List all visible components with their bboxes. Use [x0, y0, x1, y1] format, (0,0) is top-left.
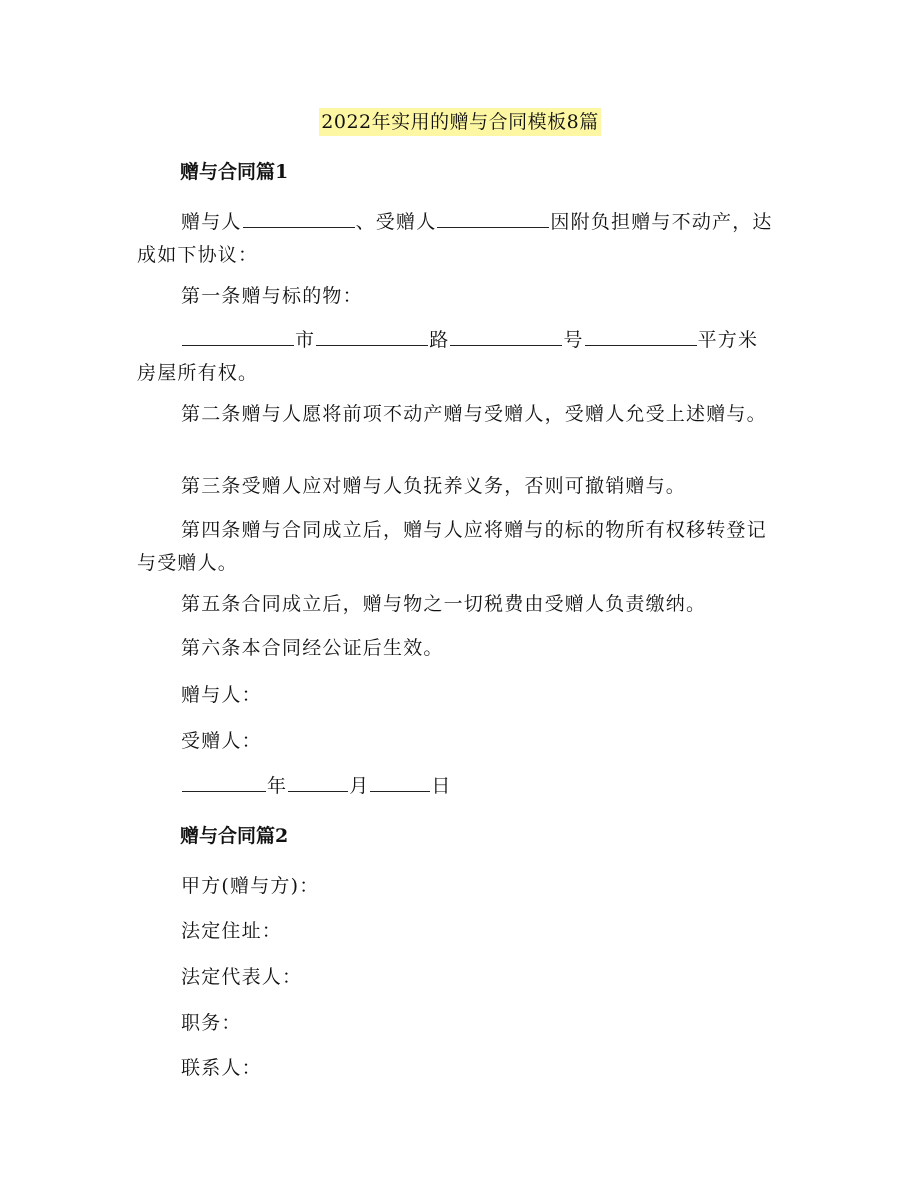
sign-donee: 受赠人：: [181, 730, 262, 752]
area-blank: [585, 327, 697, 346]
donor-blank: [243, 209, 355, 228]
number-label: 号: [563, 329, 584, 351]
day-blank: [370, 773, 430, 792]
road-label: 路: [429, 329, 450, 351]
month-label: 月: [349, 775, 370, 797]
day-label: 日: [431, 775, 452, 797]
legal-representative: 法定代表人：: [181, 966, 303, 988]
party-a: 甲方(赠与方)：: [181, 875, 320, 897]
article5: 第五条合同成立后，赠与物之一切税费由受赠人负责缴纳。: [181, 593, 707, 615]
donee-label: 、受赠人: [355, 211, 437, 233]
article1-detail: [137, 324, 777, 390]
title-wrap: [0, 108, 920, 136]
article6: 第六条本合同经公证后生效。: [181, 637, 444, 659]
month-blank: [288, 773, 348, 792]
article2: 第二条赠与人愿将前项不动产赠与受赠人，受赠人允受上述赠与。: [181, 403, 767, 425]
position: 职务：: [181, 1012, 242, 1034]
article4: 第四条赠与合同成立后，赠与人应将赠与的标的物所有权移转登记与受赠人。: [137, 519, 767, 574]
section1-heading: 赠与合同篇1: [180, 161, 289, 183]
donee-blank: [437, 209, 549, 228]
contact-person: 联系人：: [181, 1057, 262, 1079]
date-line: [181, 772, 452, 800]
year-label: 年: [267, 775, 288, 797]
area-rest: 平方米房屋所有权。: [137, 329, 759, 384]
year-blank: [182, 773, 266, 792]
article1-label: 第一条赠与标的物：: [181, 285, 363, 307]
city-label: 市: [295, 329, 316, 351]
section1-intro: [137, 206, 777, 272]
intro-rest: 因附负担赠与不动产，达成如下协议：: [137, 211, 773, 266]
donor-label: 赠与人: [181, 211, 242, 233]
article3: 第三条受赠人应对赠与人负抚养义务，否则可撤销赠与。: [181, 475, 687, 497]
document-title: 2022年实用的赠与合同模板8篇: [319, 108, 600, 136]
number-blank: [450, 327, 562, 346]
city-blank: [182, 327, 294, 346]
road-blank: [316, 327, 428, 346]
legal-address: 法定住址：: [181, 920, 283, 942]
section2-heading: 赠与合同篇2: [180, 825, 289, 847]
sign-donor: 赠与人：: [181, 684, 262, 706]
